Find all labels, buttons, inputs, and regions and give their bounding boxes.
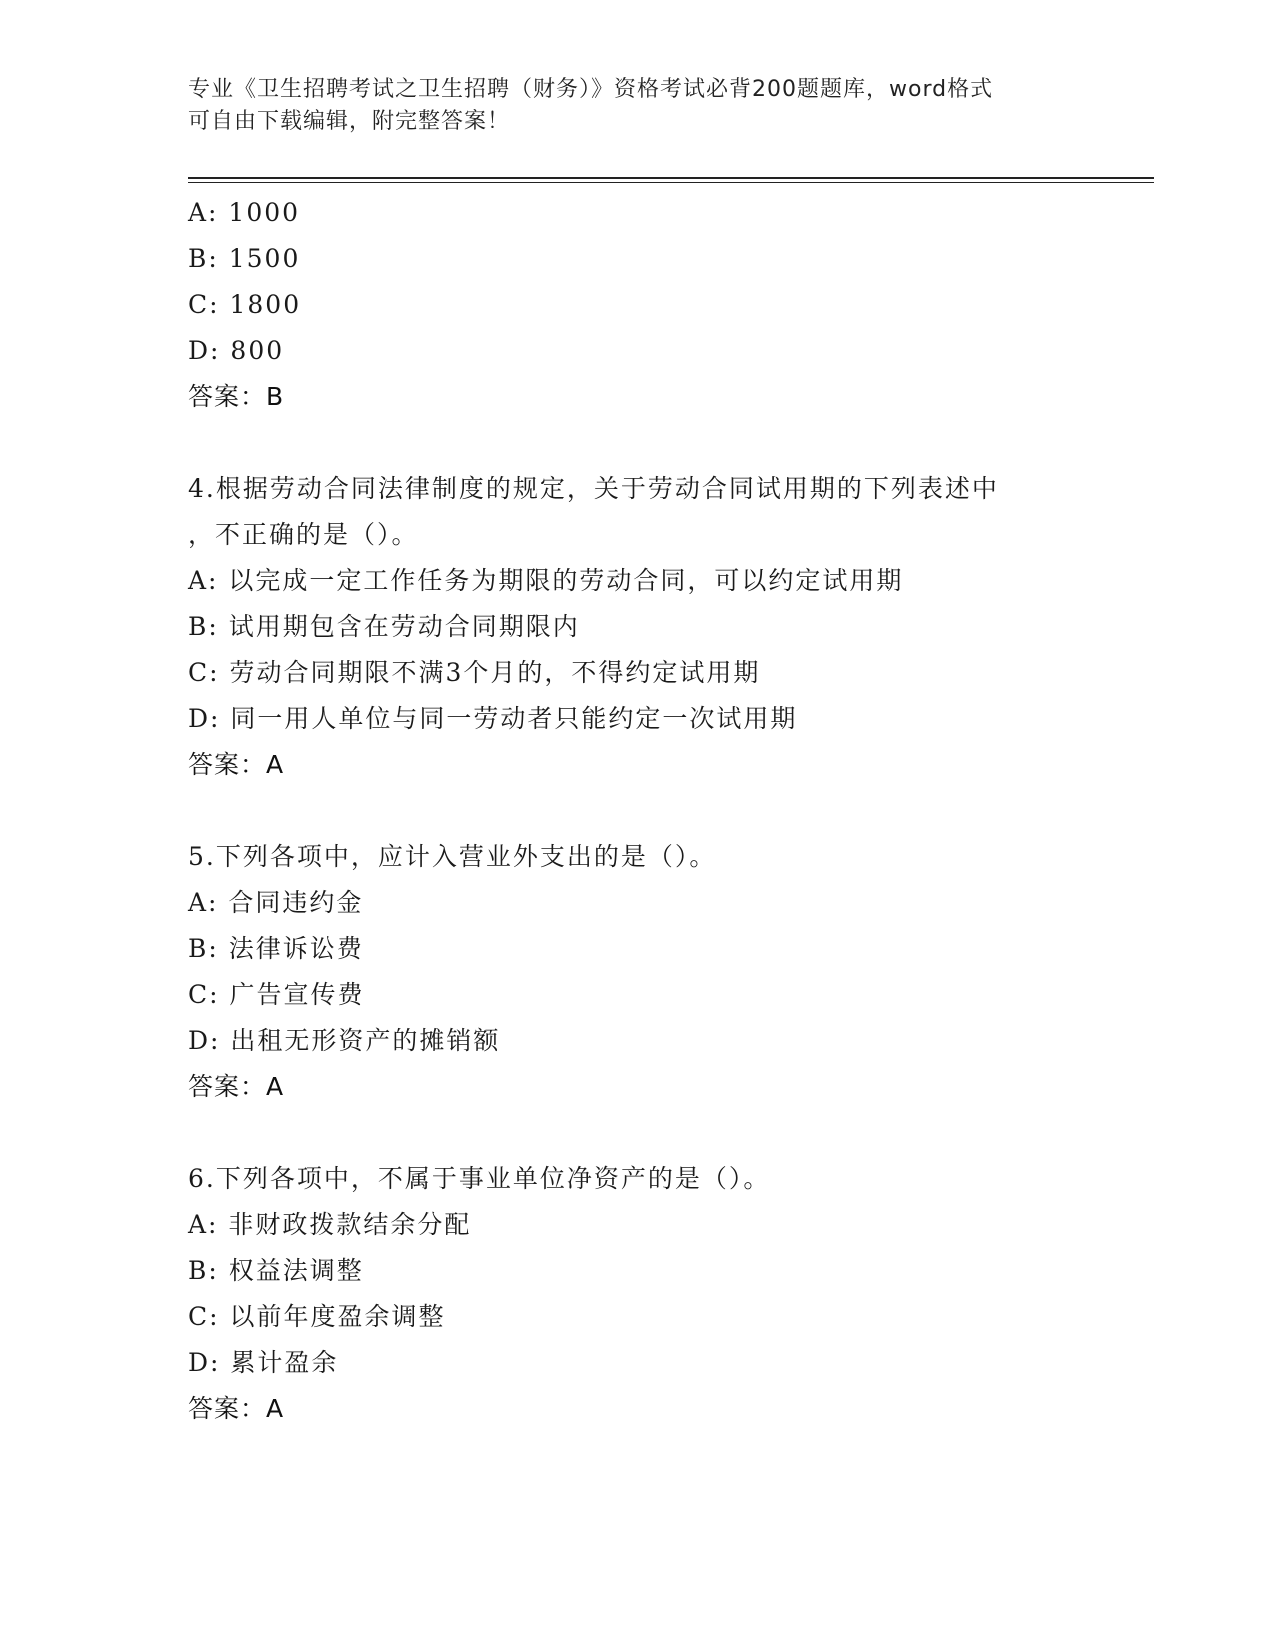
answer-line: 答案：A — [188, 1072, 285, 1101]
question-stem: 6.下列各项中，不属于事业单位净资产的是（）。 — [188, 1164, 771, 1193]
question-block-3 — [188, 190, 1154, 420]
question-stem-line-1: 4.根据劳动合同法律制度的规定，关于劳动合同试用期的下列表述中 — [188, 474, 999, 503]
option-d: D: 累计盈余 — [188, 1348, 339, 1377]
spacer — [188, 1110, 1154, 1156]
question-block-4 — [188, 466, 1154, 788]
option-b: B: 法律诉讼费 — [188, 934, 364, 963]
question-list — [188, 190, 1154, 1432]
question-block-5 — [188, 834, 1154, 1110]
header-divider-thin — [188, 182, 1154, 183]
question-block-6 — [188, 1156, 1154, 1432]
header-line-1: 专业《卫生招聘考试之卫生招聘（财务）》资格考试必背200题题库，word格式 — [188, 77, 994, 102]
option-a: A: 1000 — [188, 198, 301, 227]
option-a: A: 非财政拨款结余分配 — [188, 1210, 472, 1239]
option-a: A: 合同违约金 — [188, 888, 364, 917]
option-b: B: 权益法调整 — [188, 1256, 364, 1285]
option-b: B: 试用期包含在劳动合同期限内 — [188, 612, 580, 641]
question-stem-line-2: ，不正确的是（）。 — [188, 520, 419, 549]
document-header — [188, 74, 1088, 138]
answer-line: 答案：A — [188, 1394, 285, 1423]
option-d: D: 同一用人单位与同一劳动者只能约定一次试用期 — [188, 704, 798, 733]
answer-line: 答案：A — [188, 750, 285, 779]
header-divider-thick — [188, 177, 1154, 179]
option-b: B: 1500 — [188, 244, 301, 273]
option-d: D: 800 — [188, 336, 285, 365]
option-c: C: 广告宣传费 — [188, 980, 365, 1009]
option-d: D: 出租无形资产的摊销额 — [188, 1026, 501, 1055]
option-c: C: 1800 — [188, 290, 302, 319]
question-stem: 5.下列各项中，应计入营业外支出的是（）。 — [188, 842, 717, 871]
spacer — [188, 420, 1154, 466]
option-c: C: 劳动合同期限不满3个月的，不得约定试用期 — [188, 658, 761, 687]
header-line-2: 可自由下载编辑，附完整答案！ — [188, 109, 511, 134]
option-c: C: 以前年度盈余调整 — [188, 1302, 446, 1331]
option-a: A: 以完成一定工作任务为期限的劳动合同，可以约定试用期 — [188, 566, 904, 595]
spacer — [188, 788, 1154, 834]
answer-line: 答案：B — [188, 382, 285, 411]
